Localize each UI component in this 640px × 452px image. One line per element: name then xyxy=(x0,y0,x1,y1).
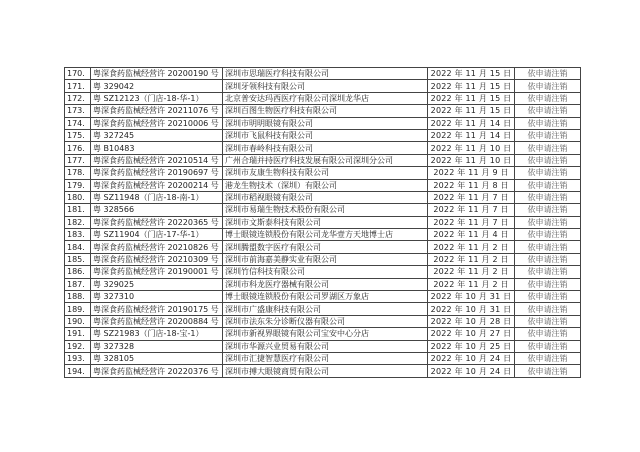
license-number: 粤 328566 xyxy=(91,204,223,216)
cancel-date: 2022 年 11 月 10 日 xyxy=(428,142,515,154)
status-text: 依申请注销 xyxy=(515,191,581,203)
table-row xyxy=(65,204,581,216)
row-number: 184. xyxy=(65,241,91,253)
cancel-date: 2022 年 11 月 8 日 xyxy=(428,179,515,191)
status-text: 依申请注销 xyxy=(515,241,581,253)
table-row xyxy=(65,68,581,80)
status-text: 依申请注销 xyxy=(515,253,581,265)
status-text: 依申请注销 xyxy=(515,229,581,241)
row-number: 181. xyxy=(65,204,91,216)
status-text: 依申请注销 xyxy=(515,328,581,340)
license-number: 粤 329042 xyxy=(91,80,223,92)
row-number: 172. xyxy=(65,92,91,104)
row-number: 194. xyxy=(65,365,91,377)
table-row xyxy=(65,291,581,303)
company-name: 深圳市搏大眼镜商贸有限公司 xyxy=(223,365,428,377)
cancel-date: 2022 年 10 月 24 日 xyxy=(428,365,515,377)
row-number: 186. xyxy=(65,266,91,278)
table-row xyxy=(65,191,581,203)
license-number: 粤 B10483 xyxy=(91,142,223,154)
company-name: 深圳市前海嘉美静实业有限公司 xyxy=(223,253,428,265)
row-number: 180. xyxy=(65,191,91,203)
company-name: 深圳市新视界眼镜有限公司宝安中心分店 xyxy=(223,328,428,340)
status-text: 依申请注销 xyxy=(515,340,581,352)
status-text: 依申请注销 xyxy=(515,129,581,141)
deregistration-table xyxy=(64,67,581,378)
company-name: 深圳市明明眼镜有限公司 xyxy=(223,117,428,129)
cancel-date: 2022 年 11 月 15 日 xyxy=(428,105,515,117)
table-row xyxy=(65,303,581,315)
status-text: 依申请注销 xyxy=(515,204,581,216)
status-text: 依申请注销 xyxy=(515,266,581,278)
license-number: 粤深食药监械经营许 20200884 号 xyxy=(91,315,223,327)
cancel-date: 2022 年 11 月 2 日 xyxy=(428,266,515,278)
cancel-date: 2022 年 11 月 2 日 xyxy=(428,253,515,265)
table-row xyxy=(65,167,581,179)
company-name: 深圳市春岭科技有限公司 xyxy=(223,142,428,154)
cancel-date: 2022 年 10 月 25 日 xyxy=(428,340,515,352)
cancel-date: 2022 年 10 月 27 日 xyxy=(428,328,515,340)
row-number: 174. xyxy=(65,117,91,129)
row-number: 185. xyxy=(65,253,91,265)
cancel-date: 2022 年 11 月 14 日 xyxy=(428,129,515,141)
license-number: 粤深食药监械经营许 20210514 号 xyxy=(91,154,223,166)
company-name: 博士眼镜连锁股份有限公司龙华壹方天地博士店 xyxy=(223,229,428,241)
row-number: 183. xyxy=(65,229,91,241)
status-text: 依申请注销 xyxy=(515,216,581,228)
company-name: 深圳市飞鼠科技有限公司 xyxy=(223,129,428,141)
table-row xyxy=(65,278,581,290)
company-name: 深圳市思瑞医疗科技有限公司 xyxy=(223,68,428,80)
status-text: 依申请注销 xyxy=(515,68,581,80)
table-row xyxy=(65,241,581,253)
table-row xyxy=(65,229,581,241)
cancel-date: 2022 年 10 月 28 日 xyxy=(428,315,515,327)
table-row xyxy=(65,117,581,129)
license-number: 粤 327328 xyxy=(91,340,223,352)
table-row xyxy=(65,328,581,340)
row-number: 175. xyxy=(65,129,91,141)
cancel-date: 2022 年 10 月 31 日 xyxy=(428,291,515,303)
row-number: 178. xyxy=(65,167,91,179)
company-name: 深圳市科龙医疗器械有限公司 xyxy=(223,278,428,290)
cancel-date: 2022 年 11 月 4 日 xyxy=(428,229,515,241)
row-number: 188. xyxy=(65,291,91,303)
status-text: 依申请注销 xyxy=(515,315,581,327)
status-text: 依申请注销 xyxy=(515,352,581,364)
table-row xyxy=(65,129,581,141)
status-text: 依申请注销 xyxy=(515,154,581,166)
row-number: 179. xyxy=(65,179,91,191)
row-number: 192. xyxy=(65,340,91,352)
cancel-date: 2022 年 11 月 15 日 xyxy=(428,92,515,104)
row-number: 190. xyxy=(65,315,91,327)
status-text: 依申请注销 xyxy=(515,105,581,117)
company-name: 深圳百图生物医疗科技有限公司 xyxy=(223,105,428,117)
cancel-date: 2022 年 11 月 7 日 xyxy=(428,191,515,203)
license-number: 粤 327245 xyxy=(91,129,223,141)
table-row xyxy=(65,92,581,104)
license-number: 粤 SZ21983（门店-18-宝-1） xyxy=(91,328,223,340)
table-row xyxy=(65,154,581,166)
status-text: 依申请注销 xyxy=(515,167,581,179)
table-row xyxy=(65,142,581,154)
status-text: 依申请注销 xyxy=(515,80,581,92)
table-row xyxy=(65,216,581,228)
status-text: 依申请注销 xyxy=(515,291,581,303)
cancel-date: 2022 年 10 月 24 日 xyxy=(428,352,515,364)
status-text: 依申请注销 xyxy=(515,142,581,154)
cancel-date: 2022 年 11 月 2 日 xyxy=(428,241,515,253)
row-number: 173. xyxy=(65,105,91,117)
cancel-date: 2022 年 11 月 10 日 xyxy=(428,154,515,166)
license-number: 粤深食药监械经营许 20190697 号 xyxy=(91,167,223,179)
row-number: 171. xyxy=(65,80,91,92)
cancel-date: 2022 年 11 月 15 日 xyxy=(428,80,515,92)
status-text: 依申请注销 xyxy=(515,303,581,315)
table-row xyxy=(65,179,581,191)
license-number: 粤深食药监械经营许 20220365 号 xyxy=(91,216,223,228)
row-number: 170. xyxy=(65,68,91,80)
license-number: 粤深食药监械经营许 20190175 号 xyxy=(91,303,223,315)
company-name: 深圳市法东朱分诊断仪器有限公司 xyxy=(223,315,428,327)
row-number: 187. xyxy=(65,278,91,290)
table-row xyxy=(65,105,581,117)
table-row xyxy=(65,315,581,327)
table-row xyxy=(65,80,581,92)
row-number: 191. xyxy=(65,328,91,340)
license-number: 粤 SZ11904（门店-17-华-1） xyxy=(91,229,223,241)
company-name: 港龙生物技术（深圳）有限公司 xyxy=(223,179,428,191)
company-name: 深圳牙领科技有限公司 xyxy=(223,80,428,92)
company-name: 广州合瑞并持医疗科技发展有限公司深圳分公司 xyxy=(223,154,428,166)
company-name: 深圳竹信科技有限公司 xyxy=(223,266,428,278)
table-row xyxy=(65,253,581,265)
status-text: 依申请注销 xyxy=(515,117,581,129)
company-name: 深圳市文斯泰科技有限公司 xyxy=(223,216,428,228)
license-number: 粤 328105 xyxy=(91,352,223,364)
license-number: 粤深食药监械经营许 20200214 号 xyxy=(91,179,223,191)
row-number: 182. xyxy=(65,216,91,228)
cancel-date: 2022 年 11 月 7 日 xyxy=(428,216,515,228)
company-name: 深圳市稻视眼镜有限公司 xyxy=(223,191,428,203)
row-number: 189. xyxy=(65,303,91,315)
cancel-date: 2022 年 11 月 14 日 xyxy=(428,117,515,129)
row-number: 176. xyxy=(65,142,91,154)
license-number: 粤深食药监械经营许 20210826 号 xyxy=(91,241,223,253)
cancel-date: 2022 年 11 月 9 日 xyxy=(428,167,515,179)
company-name: 深圳市汇捷智慧医疗有限公司 xyxy=(223,352,428,364)
row-number: 193. xyxy=(65,352,91,364)
license-number: 粤深食药监械经营许 20190001 号 xyxy=(91,266,223,278)
status-text: 依申请注销 xyxy=(515,179,581,191)
license-number: 粤深食药监械经营许 20210309 号 xyxy=(91,253,223,265)
license-number: 粤 329025 xyxy=(91,278,223,290)
row-number: 177. xyxy=(65,154,91,166)
cancel-date: 2022 年 11 月 2 日 xyxy=(428,278,515,290)
status-text: 依申请注销 xyxy=(515,278,581,290)
license-number: 粤深食药监械经营许 20220376 号 xyxy=(91,365,223,377)
cancel-date: 2022 年 11 月 15 日 xyxy=(428,68,515,80)
license-number: 粤 SZ11948（门店-18-南-1） xyxy=(91,191,223,203)
status-text: 依申请注销 xyxy=(515,92,581,104)
status-text: 依申请注销 xyxy=(515,365,581,377)
license-number: 粤深食药监械经营许 20211076 号 xyxy=(91,105,223,117)
company-name: 深圳市友康生物科技有限公司 xyxy=(223,167,428,179)
table-row xyxy=(65,266,581,278)
license-number: 粤 SZ12123（门店-18-华-1） xyxy=(91,92,223,104)
table-row xyxy=(65,365,581,377)
company-name: 深圳市易瑞生物技术股份有限公司 xyxy=(223,204,428,216)
cancel-date: 2022 年 11 月 7 日 xyxy=(428,204,515,216)
table-row xyxy=(65,352,581,364)
table-body xyxy=(65,68,581,378)
company-name: 深圳市广盛康科技有限公司 xyxy=(223,303,428,315)
table-row xyxy=(65,340,581,352)
license-number: 粤深食药监械经营许 20200190 号 xyxy=(91,68,223,80)
license-number: 粤深食药监械经营许 20210006 号 xyxy=(91,117,223,129)
company-name: 博士眼镜连锁股份有限公司罗湖区万象店 xyxy=(223,291,428,303)
cancel-date: 2022 年 10 月 31 日 xyxy=(428,303,515,315)
company-name: 深圳腾盟数字医疗有限公司 xyxy=(223,241,428,253)
license-number: 粤 327310 xyxy=(91,291,223,303)
company-name: 北京普安达玛西医疗有限公司深圳龙华店 xyxy=(223,92,428,104)
company-name: 深圳市华源兴业贸易有限公司 xyxy=(223,340,428,352)
